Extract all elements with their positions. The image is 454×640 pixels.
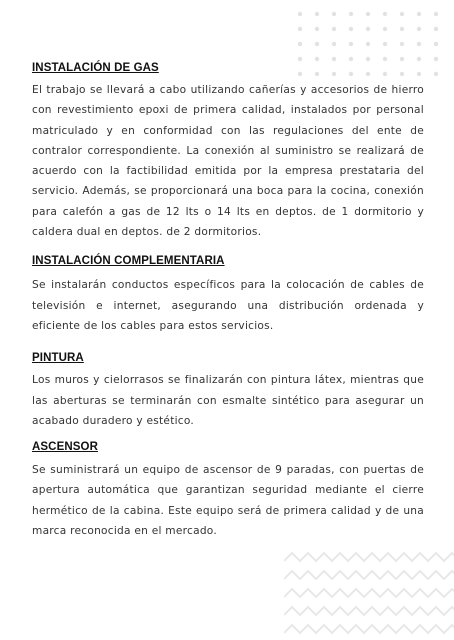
zigzag-line — [284, 589, 454, 597]
decor-dot — [349, 27, 353, 31]
decor-dot — [434, 57, 438, 61]
decor-dot — [298, 57, 302, 61]
section-heading-gas: INSTALACIÓN DE GAS — [32, 62, 159, 74]
decor-dot — [366, 42, 370, 46]
decor-dot — [315, 42, 319, 46]
decor-dot — [434, 27, 438, 31]
decor-dot — [315, 57, 319, 61]
section-body-ascensor: Se suministrará un equipo de ascensor de 9 paradas, con puertas de apertura automática que garantizan seguridad mediante el cierre hermético de la cabina. Este equipo será de primera calidad y de una marca reconocida en el mercado. — [32, 464, 424, 538]
decor-dot — [332, 57, 336, 61]
decor-dot — [315, 12, 319, 16]
section-pintura — [32, 352, 424, 431]
zigzag-line — [284, 571, 454, 579]
decor-dot — [315, 27, 319, 31]
decor-dot — [366, 12, 370, 16]
decor-dot — [349, 12, 353, 16]
section-heading-complementaria: INSTALACIÓN COMPLEMENTARIA — [32, 255, 225, 268]
decor-dot — [332, 42, 336, 46]
decor-dot — [417, 12, 421, 16]
section-body-complementaria: Se instalarán conductos específicos para la colocación de cables de televisión e internet, asegurando una distribución ordenada y eficiente de los cables para estos servicios. — [32, 279, 424, 332]
decor-dot — [400, 42, 404, 46]
section-body-gas: El trabajo se llevará a cabo utilizando cañerías y accesorios de hierro con revestimiento epoxi de primera calidad, instalados por personal matriculado y en conformidad con las regulaciones del ente de contralor correspondiente. La conexión al suministro se realizará de acuerdo con la factibilidad emitida por la empresa prestataria del servicio. Además, se proporcionará una boca para la cocina, conexión para calefón a gas de 12 lts o 14 lts en deptos. de 1 dormitorio y caldera dual en deptos. de 2 dormitorios. — [32, 84, 424, 239]
zigzag-line — [284, 553, 454, 561]
section-gas — [32, 62, 424, 242]
decor-dot — [349, 57, 353, 61]
decor-dot — [417, 57, 421, 61]
zigzag-line — [284, 607, 454, 615]
zigzag-decoration — [284, 545, 454, 640]
decor-dot — [298, 12, 302, 16]
decor-dot — [298, 42, 302, 46]
decor-dot — [383, 42, 387, 46]
section-heading-pintura: PINTURA — [32, 352, 84, 365]
decor-dot — [332, 12, 336, 16]
decor-dot — [400, 27, 404, 31]
decor-dot — [434, 72, 438, 76]
decor-dot — [434, 42, 438, 46]
section-heading-ascensor: ASCENSOR — [32, 441, 98, 454]
decor-dot — [366, 27, 370, 31]
decor-dot — [349, 42, 353, 46]
section-body-pintura: Los muros y cielorrasos se finalizarán con pintura látex, mientras que las aberturas se terminarán con esmalte sintético para asegurar un acabado duradero y estético. — [32, 374, 424, 427]
document-content — [32, 62, 424, 541]
decor-dot — [332, 27, 336, 31]
decor-dot — [400, 57, 404, 61]
decor-dot — [383, 27, 387, 31]
zigzag-line — [284, 625, 454, 633]
decor-dot — [383, 57, 387, 61]
decor-dot — [400, 12, 404, 16]
decor-dot — [383, 12, 387, 16]
decor-dot — [366, 57, 370, 61]
section-complementaria — [32, 255, 424, 336]
section-ascensor — [32, 441, 424, 541]
decor-dot — [434, 12, 438, 16]
decor-dot — [298, 27, 302, 31]
decor-dot — [417, 27, 421, 31]
decor-dot — [417, 42, 421, 46]
